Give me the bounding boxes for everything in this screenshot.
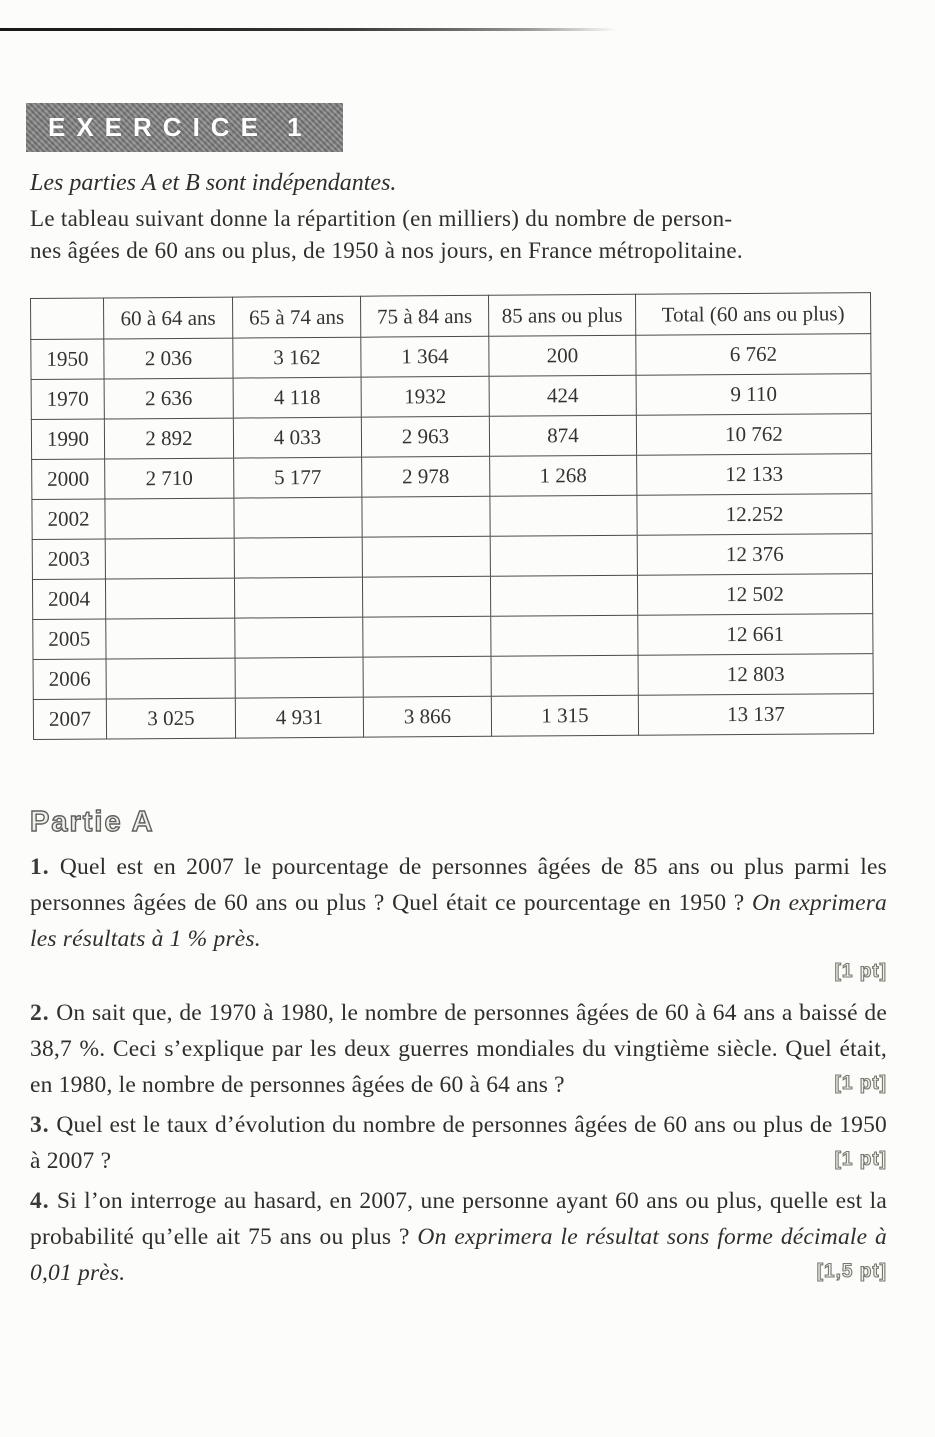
total-cell: 12 133 [637, 454, 872, 496]
table-row [33, 654, 873, 700]
value-cell: 1 315 [491, 695, 638, 736]
column-header: 65 à 74 ans [232, 296, 360, 338]
total-cell: 12 803 [638, 654, 873, 696]
intro-block [30, 167, 887, 267]
total-cell: 6 762 [636, 334, 871, 376]
value-cell: 424 [489, 375, 636, 416]
column-header: 60 à 64 ans [104, 297, 233, 339]
table-header-row [31, 293, 871, 340]
question-2 [30, 995, 887, 1097]
question-number: 3. [30, 1112, 50, 1138]
value-cell: 1932 [361, 376, 489, 417]
column-header [31, 298, 104, 340]
value-cell: 2 036 [104, 338, 233, 379]
points-badge: [1 pt] [834, 1149, 887, 1170]
table-row [31, 414, 871, 460]
value-cell: 3 162 [233, 337, 361, 378]
question-text: Quel est en 2007 le pourcentage de personnes âgées de 85 ans ou plus parmi les personnes âgées de 60 ans ou plus ? Quel était ce pourcentage en 1950 ? [30, 854, 888, 916]
value-cell [490, 535, 637, 576]
question-1 [30, 849, 887, 985]
value-cell: 2 636 [104, 378, 233, 419]
table-row [32, 454, 872, 500]
table-row [32, 574, 872, 620]
scan-artifact-line [0, 28, 735, 31]
year-cell: 1970 [31, 379, 104, 420]
value-cell: 4 033 [233, 417, 361, 458]
value-cell [235, 657, 363, 698]
total-cell: 12 376 [637, 534, 872, 576]
column-header: Total (60 ans ou plus) [635, 293, 870, 336]
total-cell: 9 110 [636, 374, 871, 416]
value-cell [490, 575, 637, 616]
value-cell [362, 496, 490, 537]
population-table [30, 292, 874, 740]
value-cell [362, 576, 490, 617]
value-cell: 4 118 [233, 377, 361, 418]
value-cell: 1 268 [490, 455, 637, 496]
year-cell: 1990 [31, 419, 104, 460]
value-cell: 2 978 [362, 456, 490, 497]
year-cell: 1950 [31, 339, 104, 380]
value-cell [105, 498, 234, 539]
value-cell [105, 578, 234, 619]
year-cell: 2003 [32, 539, 105, 580]
value-cell [234, 497, 362, 538]
question-text: On sait que, de 1970 à 1980, le nombre de personnes âgées de 60 à 64 ans a baissé de 38,7 %. Ceci s’explique par les deux guerres mondiales du vingtième siècle. Quel était, en 1980, le nombre de personnes âgées de 60 à 64 ans ? [30, 1000, 888, 1098]
intro-paragraph-line-2: nes âgées de 60 ans ou plus, de 1950 à nos jours, en France métropolitaine. [30, 238, 743, 263]
value-cell [234, 577, 362, 618]
table-row [33, 614, 873, 660]
total-cell: 12 502 [637, 574, 872, 616]
value-cell [234, 537, 362, 578]
question-number: 1. [30, 854, 50, 880]
column-header: 85 ans ou plus [488, 294, 635, 336]
value-cell [490, 495, 637, 536]
question-instruction: On exprimera les résultats à 1 % près. [30, 890, 888, 952]
question-number: 2. [30, 1000, 50, 1026]
question-instruction: On exprimera le résultat sons forme décimale à 0,01 près. [30, 1224, 887, 1286]
value-cell [105, 538, 234, 579]
value-cell: 200 [489, 335, 636, 376]
value-cell: 1 364 [361, 336, 489, 377]
value-cell [491, 655, 638, 696]
value-cell: 2 963 [361, 416, 489, 457]
table-row [32, 534, 872, 580]
value-cell [363, 656, 491, 697]
total-cell: 10 762 [636, 414, 871, 456]
value-cell [106, 658, 235, 699]
table-row [33, 694, 873, 740]
year-cell: 2007 [33, 699, 106, 740]
points-badge: [1 pt] [834, 961, 887, 982]
points-badge: [1 pt] [834, 1073, 887, 1094]
value-cell: 3 866 [363, 696, 491, 737]
question-text: Quel est le taux d’évolution du nombre de personnes âgées de 60 ans ou plus de 1950 à 2007 ? [30, 1112, 887, 1174]
value-cell: 2 710 [105, 458, 234, 499]
year-cell: 2005 [33, 619, 106, 660]
total-cell: 12.252 [637, 494, 872, 536]
question-4 [30, 1183, 887, 1285]
table-row [31, 374, 871, 420]
points-badge: [1,5 pt] [816, 1261, 887, 1282]
value-cell: 874 [489, 415, 636, 456]
value-cell: 4 931 [235, 697, 363, 738]
total-cell: 13 137 [638, 694, 873, 736]
partie-a-title: Partie A [30, 806, 155, 838]
value-cell: 5 177 [234, 457, 362, 498]
total-cell: 12 661 [638, 614, 873, 656]
intro-paragraph-line-1: Le tableau suivant donne la répartition (en milliers) du nombre de person- [30, 206, 733, 231]
exercise-badge: EXERCICE 1 [26, 103, 343, 152]
table-row [31, 334, 871, 380]
value-cell [363, 616, 491, 657]
value-cell: 3 025 [106, 698, 235, 739]
value-cell [235, 617, 363, 658]
value-cell [491, 615, 638, 656]
column-header: 75 à 84 ans [360, 295, 488, 337]
year-cell: 2000 [32, 459, 105, 500]
year-cell: 2002 [32, 499, 105, 540]
value-cell: 2 892 [104, 418, 233, 459]
question-number: 4. [30, 1188, 50, 1214]
value-cell [106, 618, 235, 659]
value-cell [362, 536, 490, 577]
question-text: Si l’on interroge au hasard, en 2007, une personne ayant 60 ans ou plus, quelle est la probabilité qu’elle ait 75 ans ou plus ? [30, 1188, 887, 1250]
intro-italic-line: Les parties A et B sont indépendantes. [30, 170, 397, 196]
question-3 [30, 1107, 887, 1173]
year-cell: 2004 [32, 579, 105, 620]
year-cell: 2006 [33, 659, 106, 700]
table-row [32, 494, 872, 540]
